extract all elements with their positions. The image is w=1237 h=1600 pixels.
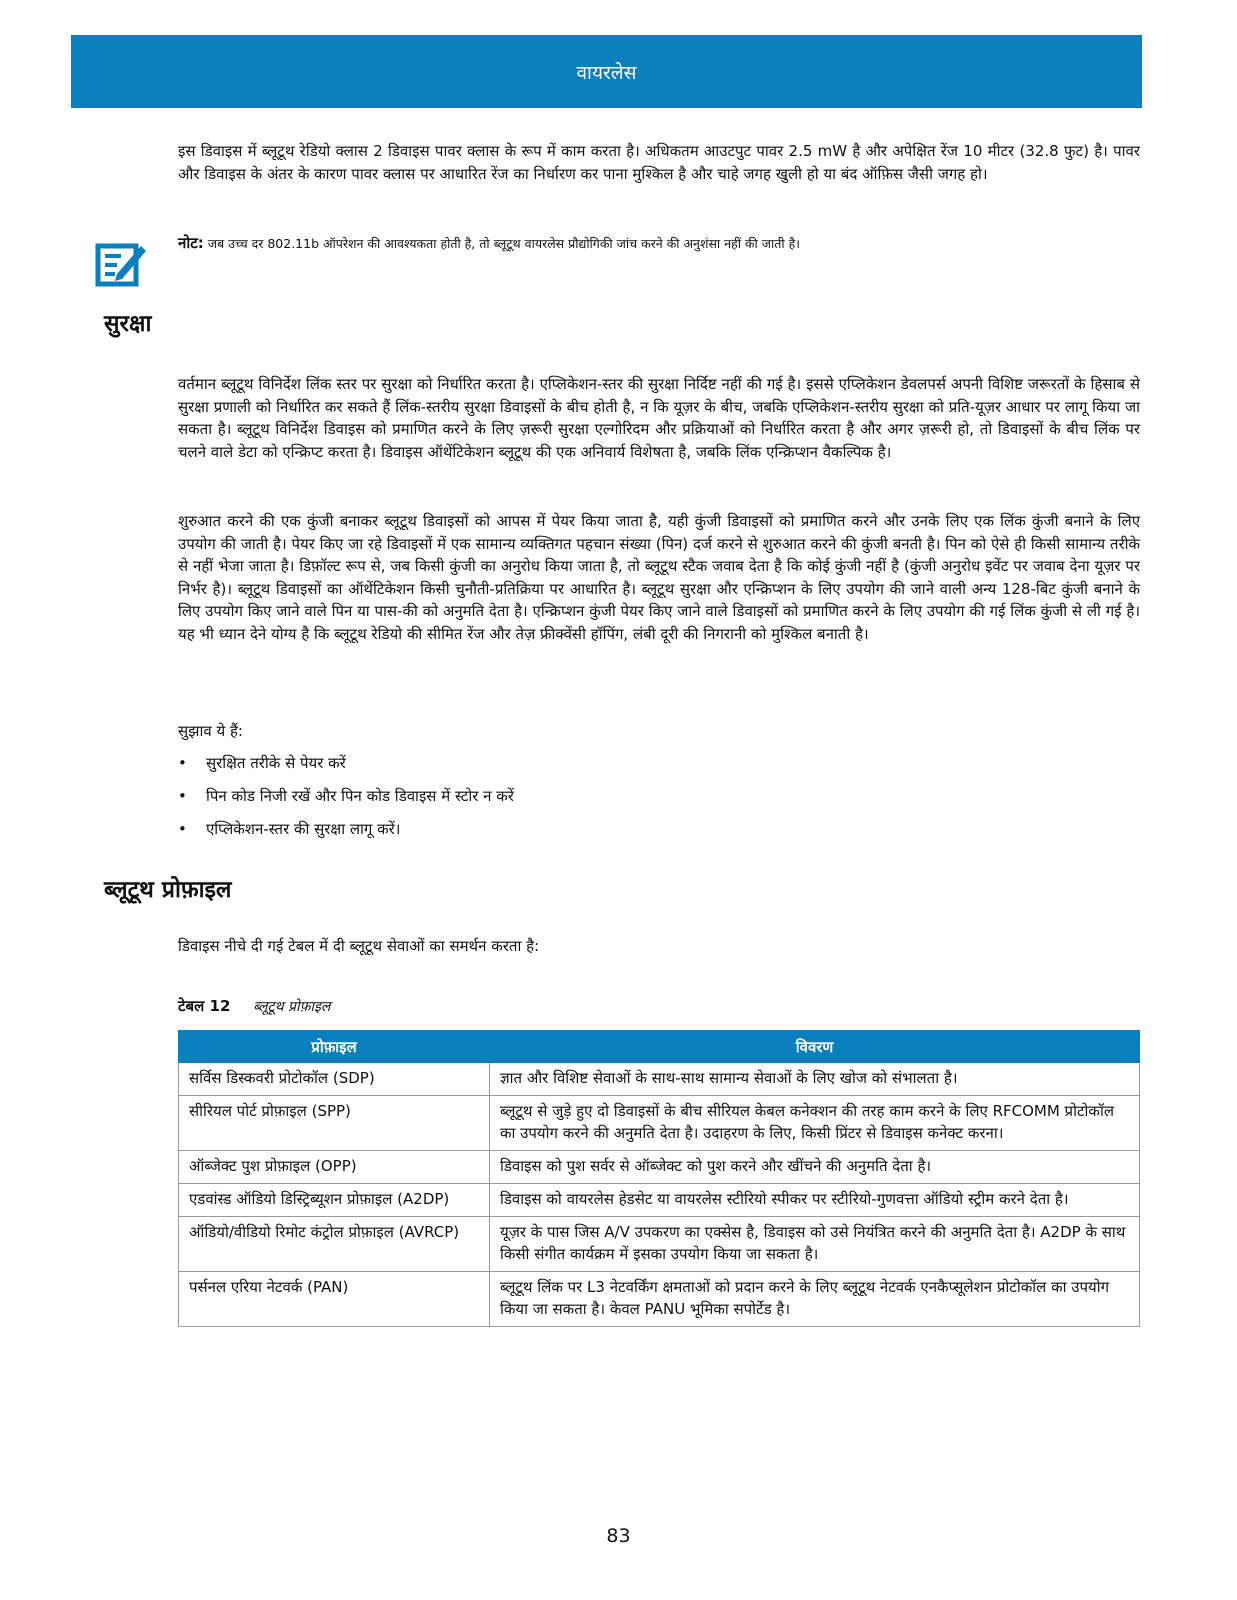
- column-header-profile: प्रोफ़ाइल: [179, 1031, 490, 1063]
- list-item: • सुरक्षित तरीके से पेयर करें: [178, 754, 346, 772]
- profile-description: ब्लूटूथ लिंक पर L3 नेटवर्किंग क्षमताओं को प्रदान करने के लिए ब्लूटूथ नेटवर्क एनकैप्सूलेशन प्रोटोकॉल का उपयोग किया जा सकता है। केवल PANU भूमिका सपोर्टेड है।: [490, 1272, 1140, 1327]
- note-text: जब उच्च दर 802.11b ऑपरेशन की आवश्यकता होती है, तो ब्लूटूथ वायरलेस प्रौद्योगिकी जांच करने की अनुशंसा नहीं की जाती है।: [207, 236, 800, 251]
- column-header-description: विवरण: [490, 1031, 1140, 1063]
- profile-description: यूज़र के पास जिस A/V उपकरण का एक्सेस है, डिवाइस को उसे नियंत्रित करने की अनुमति देता है। A2DP के साथ किसी संगीत कार्यक्रम में इसका उपयोग किया जा सकता है।: [490, 1217, 1140, 1272]
- chapter-header: [71, 35, 1142, 108]
- profile-name: पर्सनल एरिया नेटवर्क (PAN): [179, 1272, 490, 1327]
- note-label: नोट:: [178, 234, 204, 252]
- chapter-title: वायरलेस: [576, 61, 637, 84]
- suggestions-list: [178, 752, 514, 851]
- table-row: [179, 1063, 1140, 1096]
- profiles-intro: डिवाइस नीचे दी गई टेबल में दी ब्लूटूथ सेवाओं का समर्थन करता है:: [178, 937, 540, 955]
- section-heading-security: सुरक्षा: [104, 311, 152, 337]
- list-item: • पिन कोड निजी रखें और पिन कोड डिवाइस में स्टोर न करें: [178, 787, 514, 805]
- profile-name: ऑब्जेक्ट पुश प्रोफ़ाइल (OPP): [179, 1151, 490, 1184]
- profile-name: सीरियल पोर्ट प्रोफ़ाइल (SPP): [179, 1096, 490, 1151]
- intro-paragraph: इस डिवाइस में ब्लूटूथ रेडियो क्लास 2 डिवाइस पावर क्लास के रूप में काम करता है। अधिकतम आउटपुट पावर 2.5 mW है और अपेक्षित रेंज 10 मीटर (32.8 फुट) है। पावर और डिवाइस के अंतर के कारण पावर क्लास पर आधारित रेंज का निर्धारण कर पाना मुश्किल है और चाहे जगह खुली हो या बंद ऑफ़िस जैसी जगह हो।: [178, 142, 1140, 183]
- security-paragraph-2: शुरुआत करने की एक कुंजी बनाकर ब्लूटूथ डिवाइसों को आपस में पेयर किया जाता है, यही कुंजी डिवाइसों को प्रमाणित करने और उनके लिए एक लिंक कुंजी बनाने के लिए उपयोग की जाती है। पेयर किए जा रहे डिवाइसों में एक सामान्य व्यक्तिगत पहचान संख्या (पिन) दर्ज करने से शुरुआत करने की कुंजी बनती है। पिन को ऐसे ही किसी सामान्य तरीके से नहीं भेजा जाता है। डिफ़ॉल्ट रूप से, जब किसी कुंजी का अनुरोध किया जाता है, तो ब्लूटूथ स्टैक जवाब देता है कि कोई कुंजी नहीं है (कुंजी अनुरोध इवेंट पर जवाब देना यूज़र पर निर्भर है)। ब्लूटूथ डिवाइसों का ऑथेंटिकेशन किसी चुनौती-प्रतिक्रिया पर आधारित है। ब्लूटूथ सुरक्षा और एन्क्रिप्शन के लिए उपयोग की जाने वाली अन्य 128-बिट कुंजी बनाने के लिए उपयोग किए जाने वाले पिन या पास-की को अनुमति देता है। एन्क्रिप्शन कुंजी पेयर किए जाने वाले डिवाइसों को प्रमाणित करने के लिए उपयोग की गई लिंक कुंजी से ली गई है। यह भी ध्यान देने योग्य है कि ब्लूटूथ रेडियो की सीमित रेंज और तेज़ फ्रीक्वेंसी हॉपिंग, लंबी दूरी की निगरानी को मुश्किल बनाती है।: [178, 512, 1140, 643]
- profile-description: ज्ञात और विशिष्ट सेवाओं के साथ-साथ सामान्य सेवाओं के लिए खोज को संभालता है।: [490, 1063, 1140, 1096]
- table-row: [179, 1184, 1140, 1217]
- section-heading-bluetooth-profiles: ब्लूटूथ प्रोफ़ाइल: [104, 877, 232, 903]
- note-block: [178, 233, 1140, 254]
- profile-description: ब्लूटूथ से जुड़े हुए दो डिवाइसों के बीच सीरियल केबल कनेक्शन की तरह काम करने के लिए RFCOMM प्रोटोकॉल का उपयोग करने की अनुमति देता है। उदाहरण के लिए, किसी प्रिंटर से डिवाइस कनेक्ट करना।: [490, 1096, 1140, 1151]
- profile-name: सर्विस डिस्कवरी प्रोटोकॉल (SDP): [179, 1063, 490, 1096]
- list-item: • एप्लिकेशन-स्तर की सुरक्षा लागू करें।: [178, 820, 401, 838]
- profile-description: डिवाइस को वायरलेस हेडसेट या वायरलेस स्टीरियो स्पीकर पर स्टीरियो-गुणवत्ता ऑडियो स्ट्रीम करने देता है।: [490, 1184, 1140, 1217]
- profile-description: डिवाइस को पुश सर्वर से ऑब्जेक्ट को पुश करने और खींचने की अनुमति देता है।: [490, 1151, 1140, 1184]
- profile-name: ऑडियो/वीडियो रिमोट कंट्रोल प्रोफ़ाइल (AVRCP): [179, 1217, 490, 1272]
- table-row: [179, 1096, 1140, 1151]
- edit-note-icon: [95, 236, 147, 288]
- bluetooth-profiles-table: [178, 1030, 1140, 1327]
- profile-name: एडवांस्ड ऑडियो डिस्ट्रिब्यूशन प्रोफ़ाइल (A2DP): [179, 1184, 490, 1217]
- table-row: [179, 1272, 1140, 1327]
- table-row: [179, 1151, 1140, 1184]
- suggestions-intro: सुझाव ये हैं:: [178, 722, 243, 740]
- table-row: [179, 1217, 1140, 1272]
- table-number: टेबल 12: [178, 997, 231, 1015]
- security-paragraph-1: वर्तमान ब्लूटूथ विनिर्देश लिंक स्तर पर सुरक्षा को निर्धारित करता है। एप्लिकेशन-स्तर की सुरक्षा निर्दिष्ट नहीं की गई है। इससे एप्लिकेशन डेवलपर्स अपनी विशिष्ट जरूरतों के हिसाब से सुरक्षा प्रणाली को निर्धारित कर सकते हैं लिंक-स्तरीय सुरक्षा डिवाइसों के बीच होती है, न कि यूज़र के बीच, जबकि एप्लिकेशन-स्तरीय सुरक्षा को प्रति-यूज़र आधार पर लागू किया जा सकता है। ब्लूटूथ विनिर्देश डिवाइस को प्रमाणित करने के लिए ज़रूरी सुरक्षा एल्गोरिदम और प्रक्रियाओं को निर्धारित करता है और अगर ज़रूरी हो, तो डिवाइसों के बीच लिंक पर चलने वाले डेटा को एन्क्रिप्ट करता है। डिवाइस ऑथेंटिकेशन ब्लूटूथ की एक अनिवार्य विशेषता है, जबकि लिंक एन्क्रिप्शन वैकल्पिक है।: [178, 375, 1140, 461]
- page-number: 83: [606, 1525, 631, 1547]
- table-caption: [178, 996, 330, 1016]
- table-title: ब्लूटूथ प्रोफ़ाइल: [253, 999, 331, 1015]
- table-header-row: [179, 1031, 1140, 1063]
